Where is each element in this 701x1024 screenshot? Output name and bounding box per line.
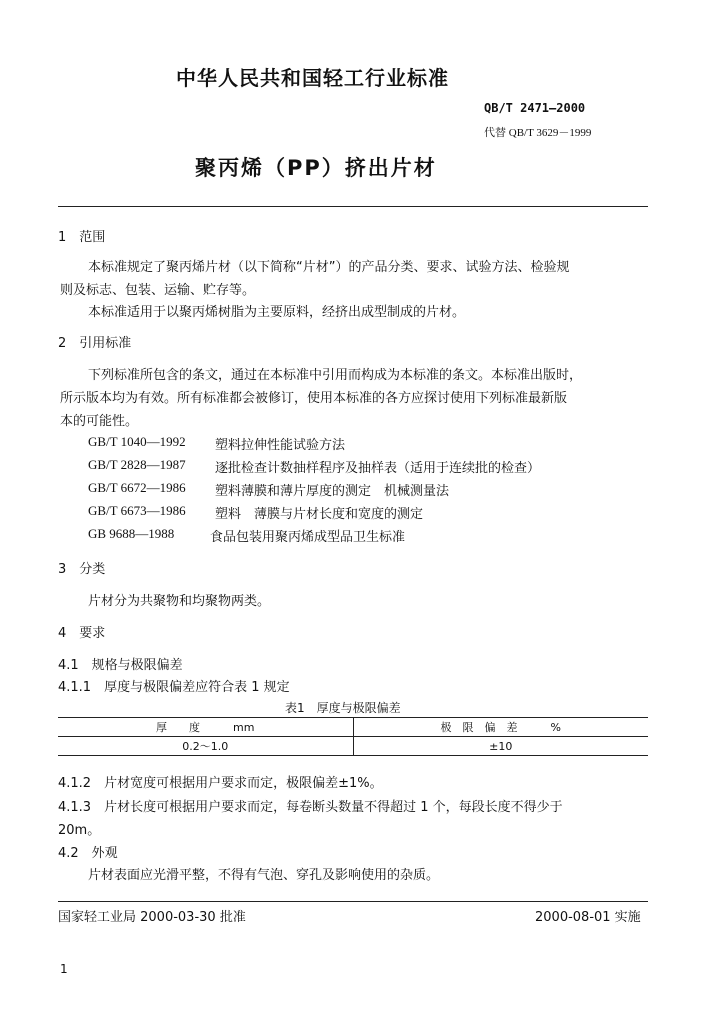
section-1-paragraph-2: 本标准适用于以聚丙烯树脂为主要原料，经挤出成型制成的片材。 (88, 305, 466, 320)
page-number: 1 (60, 962, 68, 976)
section-4-1-heading: 4.1 规格与极限偏差 (58, 658, 183, 673)
table-row (58, 737, 648, 756)
section-4-2-paragraph: 片材表面应光滑平整，不得有气泡、穿孔及影响使用的杂质。 (88, 868, 440, 883)
table-header-thickness: 厚 度 mm (58, 718, 353, 737)
section-2-paragraph-line-2: 所示版本均为有效。所有标准都会被修订，使用本标准的各方应探讨使用下列标准最新版 (60, 391, 568, 406)
reference-code: GB/T 6672—1986 (88, 480, 186, 495)
table-cell-tolerance: ±10 (353, 737, 648, 756)
standard-code: QB/T 2471—2000 (484, 101, 586, 115)
section-4-1-1-text: 4.1.1 厚度与极限偏差应符合表 1 规定 (58, 680, 290, 695)
reference-code: GB/T 6673—1986 (88, 503, 186, 518)
section-4-1-2-text: 4.1.2 片材宽度可根据用户要求而定，极限偏差±1%。 (58, 776, 383, 791)
reference-name: 食品包装用聚丙烯成型品卫生标准 (210, 530, 406, 545)
reference-name: 逐批检查计数抽样程序及抽样表（适用于连续批的检查） (215, 461, 541, 476)
section-4-2-heading: 4.2 外观 (58, 846, 118, 861)
table-cell-thickness: 0.2～1.0 (58, 737, 353, 756)
section-2-heading: 2 引用标准 (58, 336, 132, 351)
reference-code: GB/T 1040—1992 (88, 434, 186, 449)
document-title: 聚丙烯（PP）挤出片材 (195, 156, 437, 180)
section-3-paragraph: 片材分为共聚物和均聚物两类。 (88, 594, 271, 609)
replaces-standard: 代替 QB/T 3629－1999 (484, 127, 592, 139)
section-3-heading: 3 分类 (58, 562, 106, 577)
reference-name: 塑料薄膜和薄片厚度的测定 机械测量法 (215, 484, 450, 499)
section-2-paragraph-line-3: 本的可能性。 (60, 414, 139, 429)
standard-organization-title: 中华人民共和国轻工行业标准 (176, 66, 449, 90)
approval-date: 国家轻工业局 2000-03-30 批准 (58, 910, 246, 925)
section-1-paragraph-1-line-2: 则及标志、包装、运输、贮存等。 (60, 283, 256, 298)
section-1-heading: 1 范围 (58, 230, 106, 245)
section-4-1-3-text-line-2: 20m。 (58, 823, 101, 838)
header-divider (58, 206, 648, 207)
thickness-tolerance-table (58, 717, 648, 756)
reference-code: GB/T 2828—1987 (88, 457, 186, 472)
reference-name: 塑料 薄膜与片材长度和宽度的测定 (215, 507, 424, 522)
section-1-paragraph-1-line-1: 本标准规定了聚丙烯片材（以下简称“片材”）的产品分类、要求、试验方法、检验规 (88, 260, 570, 275)
table-header-row (58, 718, 648, 737)
table-caption: 表1 厚度与极限偏差 (285, 701, 401, 715)
section-4-1-3-text-line-1: 4.1.3 片材长度可根据用户要求而定，每卷断头数量不得超过 1 个，每段长度不得少于 (58, 800, 563, 815)
footer-divider (58, 901, 648, 902)
reference-name: 塑料拉伸性能试验方法 (215, 438, 346, 453)
section-2-paragraph-line-1: 下列标准所包含的条文，通过在本标准中引用而构成为本标准的条文。本标准出版时， (88, 368, 583, 383)
table-header-tolerance: 极 限 偏 差 % (353, 718, 648, 737)
section-4-heading: 4 要求 (58, 626, 106, 641)
reference-code: GB 9688—1988 (88, 526, 175, 541)
implementation-date: 2000-08-01 实施 (535, 910, 641, 925)
